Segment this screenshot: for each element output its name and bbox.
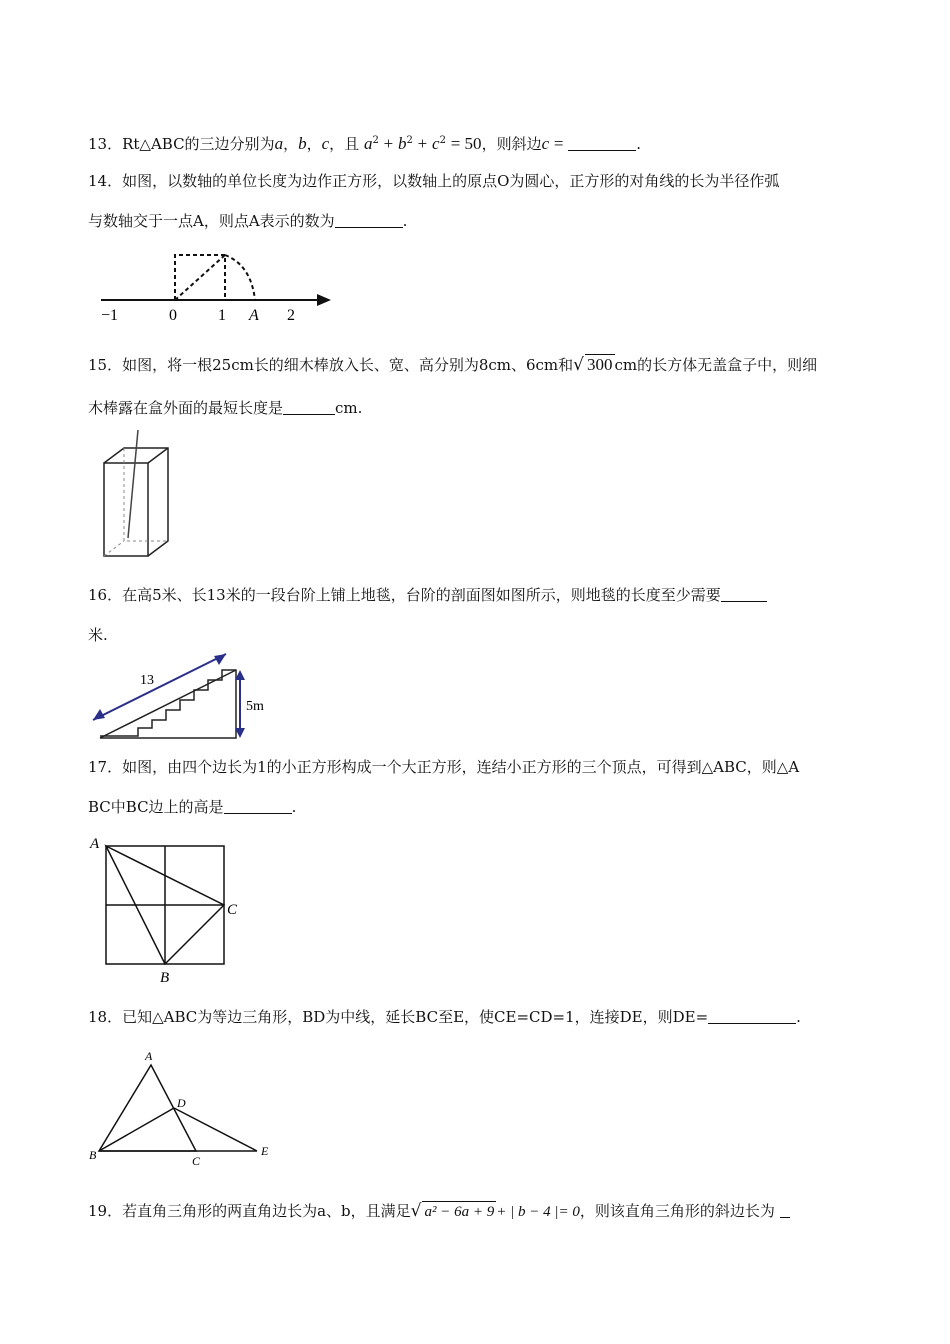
- q17-number: 17．: [88, 758, 123, 776]
- q13-eq-50: = 50: [450, 134, 482, 153]
- label-minus-1: −1: [101, 307, 119, 324]
- wooden-stick: [128, 430, 138, 538]
- label-1: 1: [218, 307, 226, 324]
- label-2: 2: [287, 307, 295, 324]
- label-B: B: [89, 1148, 97, 1162]
- label-C: C: [192, 1154, 201, 1168]
- q19-abs-expression: + | b − 4 |= 0: [496, 1204, 580, 1220]
- q13-var-a: a: [274, 134, 284, 153]
- question-18: 18．已知△ABC为等边三角形，BD为中线，延长BC至E，使CE=CD=1，连接DE，则DE= .: [88, 1008, 801, 1026]
- box-figure: [98, 428, 173, 560]
- question-16-line1: 16．在高5米、长13米的一段台阶上铺上地毯，台阶的剖面图如图所示，则地毯的长度至少需要: [88, 585, 767, 605]
- question-13: 13．Rt△ABC的三边分别为a，b，c，且 $a^2 + b^2 + c^2 = 50$，则斜边c = .: [88, 134, 642, 153]
- label-5m: 5m: [246, 699, 264, 714]
- arrow-icon: [317, 294, 331, 306]
- question-19: 19．若直角三角形的两直角边长为a、b，且满足√ a² − 6a + 9 + | b − 4 |= 0，则该直角三角形的斜边长为: [88, 1201, 790, 1222]
- q15-sqrt-300: 300: [587, 355, 613, 374]
- label-0: 0: [169, 307, 177, 324]
- q14-number: 14．: [88, 172, 123, 190]
- question-17-line2: BC中BC边上的高是 .: [88, 798, 297, 816]
- box-hidden-edges: [124, 448, 168, 541]
- q13-answer-blank[interactable]: [568, 136, 636, 151]
- question-15-line1: 15．如图，将一根25cm长的细木棒放入长、宽、高分别为8cm、6cm和√ 300 cm的长方体无盖盒子中，则细: [88, 355, 818, 375]
- question-16-line2: 米.: [88, 626, 108, 644]
- segment-de: [174, 1108, 257, 1151]
- median-bd: [99, 1108, 174, 1151]
- label-B: B: [160, 970, 170, 986]
- q13-text: Rt△ABC的三边分别为: [122, 135, 275, 153]
- q13-eq-a: a: [363, 134, 373, 153]
- box-front: [104, 463, 148, 556]
- grid-triangle-figure: [88, 834, 248, 986]
- q19-number: 19．: [88, 1202, 123, 1220]
- label-A: A: [249, 307, 259, 324]
- label-E: E: [261, 1144, 269, 1158]
- q13-var-c: c: [321, 134, 330, 153]
- box-back-edges: [104, 448, 168, 556]
- q15-number: 15．: [88, 356, 123, 374]
- question-14-line2: 与数轴交于一点A，则点A表示的数为 .: [88, 212, 408, 230]
- label-13: 13: [140, 673, 154, 688]
- label-A: A: [90, 836, 100, 852]
- label-A: A: [145, 1049, 153, 1063]
- q19-sqrt-expression: a² − 6a + 9: [422, 1201, 496, 1222]
- number-line-figure: [95, 243, 340, 325]
- q16-answer-blank[interactable]: [721, 587, 767, 602]
- length-arrow: [93, 654, 226, 720]
- q18-number: 18．: [88, 1008, 123, 1026]
- q13-eq-c: c: [432, 134, 440, 153]
- question-15-line2: 木棒露在盒外面的最短长度是 cm.: [88, 399, 363, 417]
- q13-eq-b: b: [397, 134, 407, 153]
- q19-answer-blank[interactable]: [780, 1203, 790, 1218]
- q15-answer-blank[interactable]: [283, 400, 335, 415]
- q13-var-b: b: [298, 134, 307, 153]
- equilateral-triangle-figure: [85, 1045, 280, 1170]
- q13-number: 13．: [88, 135, 123, 153]
- square-diagonal: [175, 255, 225, 300]
- staircase-figure: [88, 640, 278, 745]
- label-C: C: [227, 902, 238, 918]
- question-17-line1: 17．如图，由四个边长为1的小正方形构成一个大正方形，连结小正方形的三个顶点，可得到△ABC，则△A: [88, 758, 800, 776]
- q14-answer-blank[interactable]: [335, 213, 403, 228]
- question-14-line1: 14．如图，以数轴的单位长度为边作正方形，以数轴上的原点O为圆心，正方形的对角线的长为半径作弧: [88, 172, 780, 190]
- q18-answer-blank[interactable]: [708, 1009, 796, 1024]
- q17-answer-blank[interactable]: [224, 799, 292, 814]
- q16-number: 16．: [88, 586, 123, 604]
- radius-arc: [225, 255, 255, 300]
- label-D: D: [177, 1096, 186, 1110]
